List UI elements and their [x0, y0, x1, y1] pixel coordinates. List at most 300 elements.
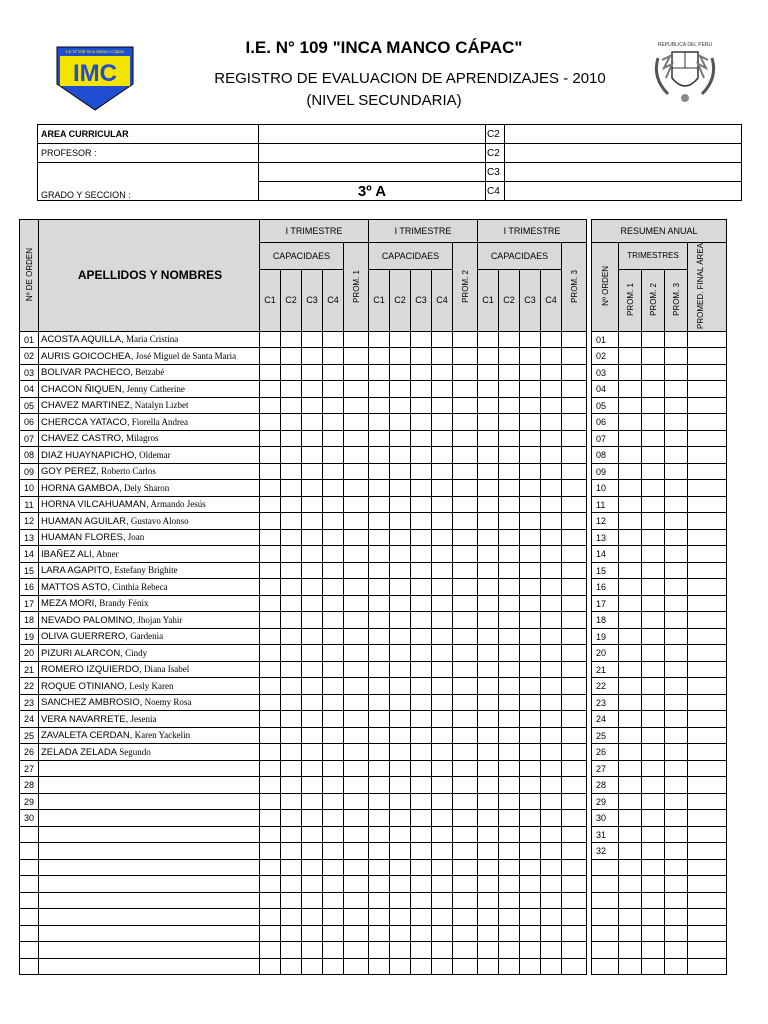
grade-cell[interactable] [520, 793, 541, 810]
grade-cell[interactable] [478, 331, 499, 348]
resumen-prom-cell[interactable] [665, 463, 688, 480]
grade-cell[interactable] [520, 760, 541, 777]
grade-cell[interactable] [390, 414, 411, 431]
grade-cell[interactable] [260, 694, 281, 711]
code-field[interactable] [505, 144, 742, 163]
grade-cell[interactable] [323, 414, 344, 431]
grade-cell[interactable] [541, 612, 562, 629]
grade-cell[interactable] [281, 694, 302, 711]
grade-cell[interactable] [323, 364, 344, 381]
resumen-prom-cell[interactable] [665, 876, 688, 893]
grade-cell[interactable] [478, 529, 499, 546]
grade-cell[interactable] [323, 381, 344, 398]
grade-cell[interactable] [432, 826, 453, 843]
grade-cell[interactable] [390, 348, 411, 365]
grade-cell[interactable] [411, 595, 432, 612]
prom-cell[interactable] [453, 430, 478, 447]
resumen-prom-cell[interactable] [619, 694, 642, 711]
grade-cell[interactable] [281, 958, 302, 975]
grade-cell[interactable] [411, 612, 432, 629]
prom-cell[interactable] [453, 727, 478, 744]
prom-cell[interactable] [562, 760, 587, 777]
grade-cell[interactable] [390, 447, 411, 464]
resumen-prom-cell[interactable] [619, 331, 642, 348]
prom-cell[interactable] [562, 694, 587, 711]
grade-cell[interactable] [499, 661, 520, 678]
grade-cell[interactable] [541, 958, 562, 975]
grade-cell[interactable] [411, 529, 432, 546]
prom-cell[interactable] [344, 463, 369, 480]
grade-cell[interactable] [432, 546, 453, 563]
grade-cell[interactable] [281, 381, 302, 398]
grade-cell[interactable] [541, 595, 562, 612]
prom-cell[interactable] [453, 843, 478, 860]
grade-cell[interactable] [281, 447, 302, 464]
resumen-prom-cell[interactable] [619, 777, 642, 794]
grade-cell[interactable] [411, 760, 432, 777]
resumen-prom-cell[interactable] [665, 744, 688, 761]
grade-cell[interactable] [302, 859, 323, 876]
resumen-prom-cell[interactable] [642, 942, 665, 959]
grade-cell[interactable] [323, 892, 344, 909]
resumen-prom-cell[interactable] [642, 760, 665, 777]
grade-cell[interactable] [281, 744, 302, 761]
prom-cell[interactable] [344, 876, 369, 893]
grade-cell[interactable] [478, 760, 499, 777]
grade-cell[interactable] [432, 628, 453, 645]
grade-cell[interactable] [478, 958, 499, 975]
prom-cell[interactable] [453, 348, 478, 365]
prom-cell[interactable] [562, 397, 587, 414]
grade-cell[interactable] [432, 909, 453, 926]
grade-cell[interactable] [390, 529, 411, 546]
grade-cell[interactable] [260, 546, 281, 563]
grade-cell[interactable] [499, 760, 520, 777]
grade-cell[interactable] [432, 381, 453, 398]
grade-cell[interactable] [323, 694, 344, 711]
grade-cell[interactable] [432, 711, 453, 728]
grade-cell[interactable] [478, 430, 499, 447]
resumen-prom-cell[interactable] [642, 612, 665, 629]
grade-cell[interactable] [369, 595, 390, 612]
resumen-prom-cell[interactable] [619, 529, 642, 546]
resumen-prom-cell[interactable] [665, 909, 688, 926]
grade-cell[interactable] [541, 760, 562, 777]
grade-cell[interactable] [260, 925, 281, 942]
grade-cell[interactable] [323, 744, 344, 761]
grade-cell[interactable] [432, 529, 453, 546]
grade-cell[interactable] [478, 694, 499, 711]
grade-cell[interactable] [260, 661, 281, 678]
grade-cell[interactable] [323, 810, 344, 827]
grade-cell[interactable] [260, 727, 281, 744]
prom-cell[interactable] [453, 628, 478, 645]
promedio-final-cell[interactable] [688, 562, 727, 579]
prom-cell[interactable] [453, 480, 478, 497]
grade-cell[interactable] [541, 711, 562, 728]
grade-cell[interactable] [281, 876, 302, 893]
promedio-final-cell[interactable] [688, 463, 727, 480]
grade-cell[interactable] [323, 859, 344, 876]
grade-cell[interactable] [369, 496, 390, 513]
prom-cell[interactable] [562, 513, 587, 530]
grade-cell[interactable] [432, 843, 453, 860]
promedio-final-cell[interactable] [688, 480, 727, 497]
grade-cell[interactable] [478, 678, 499, 695]
prom-cell[interactable] [344, 727, 369, 744]
grade-cell[interactable] [432, 562, 453, 579]
grade-cell[interactable] [541, 843, 562, 860]
resumen-prom-cell[interactable] [619, 447, 642, 464]
grade-cell[interactable] [260, 793, 281, 810]
prom-cell[interactable] [562, 777, 587, 794]
prom-cell[interactable] [562, 793, 587, 810]
grade-cell[interactable] [260, 331, 281, 348]
prom-cell[interactable] [453, 925, 478, 942]
grade-cell[interactable] [281, 793, 302, 810]
promedio-final-cell[interactable] [688, 595, 727, 612]
resumen-prom-cell[interactable] [665, 595, 688, 612]
grade-cell[interactable] [369, 628, 390, 645]
promedio-final-cell[interactable] [688, 612, 727, 629]
grade-cell[interactable] [499, 876, 520, 893]
resumen-prom-cell[interactable] [665, 364, 688, 381]
grade-cell[interactable] [302, 513, 323, 530]
grade-cell[interactable] [541, 810, 562, 827]
grade-cell[interactable] [520, 562, 541, 579]
prom-cell[interactable] [562, 331, 587, 348]
grade-cell[interactable] [302, 793, 323, 810]
resumen-prom-cell[interactable] [665, 892, 688, 909]
grade-cell[interactable] [260, 496, 281, 513]
grade-cell[interactable] [369, 909, 390, 926]
grade-cell[interactable] [541, 414, 562, 431]
grade-cell[interactable] [411, 793, 432, 810]
grade-cell[interactable] [281, 463, 302, 480]
promedio-final-cell[interactable] [688, 513, 727, 530]
grade-cell[interactable] [369, 925, 390, 942]
grade-cell[interactable] [520, 859, 541, 876]
grade-cell[interactable] [302, 546, 323, 563]
resumen-prom-cell[interactable] [642, 859, 665, 876]
prom-cell[interactable] [453, 414, 478, 431]
grade-cell[interactable] [432, 414, 453, 431]
prom-cell[interactable] [562, 364, 587, 381]
grade-cell[interactable] [323, 430, 344, 447]
resumen-prom-cell[interactable] [619, 364, 642, 381]
prom-cell[interactable] [453, 744, 478, 761]
prom-cell[interactable] [453, 909, 478, 926]
grade-cell[interactable] [390, 513, 411, 530]
prom-cell[interactable] [344, 430, 369, 447]
grade-cell[interactable] [541, 480, 562, 497]
resumen-prom-cell[interactable] [665, 381, 688, 398]
grade-cell[interactable] [323, 397, 344, 414]
grade-cell[interactable] [520, 661, 541, 678]
resumen-prom-cell[interactable] [665, 694, 688, 711]
grade-cell[interactable] [411, 777, 432, 794]
prom-cell[interactable] [453, 678, 478, 695]
grade-cell[interactable] [478, 447, 499, 464]
prom-cell[interactable] [562, 562, 587, 579]
grade-cell[interactable] [323, 711, 344, 728]
grade-cell[interactable] [541, 859, 562, 876]
grade-cell[interactable] [432, 595, 453, 612]
grade-cell[interactable] [369, 711, 390, 728]
resumen-prom-cell[interactable] [619, 579, 642, 596]
grade-cell[interactable] [390, 810, 411, 827]
grade-cell[interactable] [478, 645, 499, 662]
resumen-prom-cell[interactable] [665, 760, 688, 777]
promedio-final-cell[interactable] [688, 892, 727, 909]
grade-cell[interactable] [302, 414, 323, 431]
grade-cell[interactable] [369, 793, 390, 810]
grade-cell[interactable] [369, 381, 390, 398]
grade-cell[interactable] [432, 777, 453, 794]
grade-cell[interactable] [520, 612, 541, 629]
grade-cell[interactable] [499, 414, 520, 431]
grade-cell[interactable] [281, 760, 302, 777]
prom-cell[interactable] [453, 364, 478, 381]
grade-cell[interactable] [432, 364, 453, 381]
resumen-prom-cell[interactable] [619, 414, 642, 431]
resumen-prom-cell[interactable] [665, 397, 688, 414]
grade-cell[interactable] [323, 645, 344, 662]
grade-cell[interactable] [302, 579, 323, 596]
grade-cell[interactable] [260, 595, 281, 612]
resumen-prom-cell[interactable] [642, 826, 665, 843]
grade-cell[interactable] [520, 463, 541, 480]
grade-cell[interactable] [390, 331, 411, 348]
prom-cell[interactable] [344, 958, 369, 975]
grade-cell[interactable] [390, 744, 411, 761]
grade-cell[interactable] [390, 678, 411, 695]
grade-cell[interactable] [520, 381, 541, 398]
profesor-field[interactable] [259, 144, 486, 163]
grade-cell[interactable] [411, 447, 432, 464]
promedio-final-cell[interactable] [688, 909, 727, 926]
resumen-prom-cell[interactable] [642, 876, 665, 893]
prom-cell[interactable] [344, 744, 369, 761]
grade-cell[interactable] [323, 876, 344, 893]
grade-cell[interactable] [260, 430, 281, 447]
resumen-prom-cell[interactable] [642, 595, 665, 612]
prom-cell[interactable] [562, 645, 587, 662]
grade-cell[interactable] [260, 579, 281, 596]
grade-cell[interactable] [369, 546, 390, 563]
grade-cell[interactable] [541, 579, 562, 596]
grade-cell[interactable] [520, 364, 541, 381]
grade-cell[interactable] [520, 579, 541, 596]
grade-cell[interactable] [302, 843, 323, 860]
grade-cell[interactable] [520, 678, 541, 695]
grade-cell[interactable] [281, 430, 302, 447]
resumen-prom-cell[interactable] [619, 942, 642, 959]
promedio-final-cell[interactable] [688, 793, 727, 810]
grade-cell[interactable] [499, 430, 520, 447]
grade-cell[interactable] [411, 810, 432, 827]
grade-cell[interactable] [478, 661, 499, 678]
grade-cell[interactable] [541, 562, 562, 579]
grade-cell[interactable] [432, 463, 453, 480]
prom-cell[interactable] [344, 859, 369, 876]
prom-cell[interactable] [453, 595, 478, 612]
promedio-final-cell[interactable] [688, 694, 727, 711]
promedio-final-cell[interactable] [688, 364, 727, 381]
grade-cell[interactable] [260, 480, 281, 497]
prom-cell[interactable] [562, 942, 587, 959]
grade-cell[interactable] [520, 430, 541, 447]
grade-cell[interactable] [541, 876, 562, 893]
grade-cell[interactable] [432, 348, 453, 365]
resumen-prom-cell[interactable] [619, 397, 642, 414]
prom-cell[interactable] [344, 826, 369, 843]
grade-cell[interactable] [520, 810, 541, 827]
grade-cell[interactable] [302, 645, 323, 662]
grade-cell[interactable] [302, 628, 323, 645]
grade-cell[interactable] [390, 843, 411, 860]
grade-cell[interactable] [411, 562, 432, 579]
grade-cell[interactable] [369, 562, 390, 579]
resumen-prom-cell[interactable] [665, 645, 688, 662]
grade-cell[interactable] [541, 678, 562, 695]
grade-cell[interactable] [411, 694, 432, 711]
promedio-final-cell[interactable] [688, 826, 727, 843]
resumen-prom-cell[interactable] [619, 826, 642, 843]
resumen-prom-cell[interactable] [665, 826, 688, 843]
grade-cell[interactable] [323, 661, 344, 678]
grade-cell[interactable] [478, 777, 499, 794]
grade-cell[interactable] [411, 876, 432, 893]
grade-cell[interactable] [499, 496, 520, 513]
grade-cell[interactable] [478, 727, 499, 744]
resumen-prom-cell[interactable] [642, 364, 665, 381]
resumen-prom-cell[interactable] [665, 579, 688, 596]
grade-cell[interactable] [302, 348, 323, 365]
grade-cell[interactable] [520, 826, 541, 843]
grade-cell[interactable] [432, 892, 453, 909]
grade-cell[interactable] [390, 364, 411, 381]
promedio-final-cell[interactable] [688, 760, 727, 777]
grade-cell[interactable] [499, 612, 520, 629]
grade-cell[interactable] [369, 364, 390, 381]
grade-cell[interactable] [281, 711, 302, 728]
prom-cell[interactable] [344, 909, 369, 926]
grade-cell[interactable] [260, 678, 281, 695]
grade-cell[interactable] [478, 397, 499, 414]
grade-cell[interactable] [520, 645, 541, 662]
resumen-prom-cell[interactable] [619, 612, 642, 629]
grade-cell[interactable] [302, 661, 323, 678]
resumen-prom-cell[interactable] [619, 595, 642, 612]
grade-cell[interactable] [499, 892, 520, 909]
grade-cell[interactable] [323, 595, 344, 612]
grade-cell[interactable] [541, 430, 562, 447]
prom-cell[interactable] [344, 348, 369, 365]
grade-cell[interactable] [411, 727, 432, 744]
resumen-prom-cell[interactable] [642, 694, 665, 711]
grade-cell[interactable] [541, 925, 562, 942]
resumen-prom-cell[interactable] [619, 876, 642, 893]
promedio-final-cell[interactable] [688, 579, 727, 596]
prom-cell[interactable] [453, 579, 478, 596]
prom-cell[interactable] [453, 810, 478, 827]
resumen-prom-cell[interactable] [619, 562, 642, 579]
grade-cell[interactable] [499, 826, 520, 843]
grade-cell[interactable] [541, 826, 562, 843]
grade-cell[interactable] [520, 397, 541, 414]
resumen-prom-cell[interactable] [619, 843, 642, 860]
grade-cell[interactable] [499, 958, 520, 975]
grade-cell[interactable] [478, 579, 499, 596]
prom-cell[interactable] [344, 645, 369, 662]
grade-cell[interactable] [541, 513, 562, 530]
grade-cell[interactable] [369, 579, 390, 596]
prom-cell[interactable] [344, 942, 369, 959]
grade-cell[interactable] [390, 777, 411, 794]
grade-cell[interactable] [499, 579, 520, 596]
grade-cell[interactable] [478, 595, 499, 612]
grade-cell[interactable] [369, 727, 390, 744]
promedio-final-cell[interactable] [688, 711, 727, 728]
promedio-final-cell[interactable] [688, 546, 727, 563]
grade-cell[interactable] [323, 843, 344, 860]
grade-cell[interactable] [478, 892, 499, 909]
grade-cell[interactable] [302, 447, 323, 464]
grade-cell[interactable] [369, 661, 390, 678]
grade-cell[interactable] [281, 909, 302, 926]
resumen-prom-cell[interactable] [642, 744, 665, 761]
grade-cell[interactable] [478, 793, 499, 810]
resumen-prom-cell[interactable] [642, 711, 665, 728]
resumen-prom-cell[interactable] [642, 958, 665, 975]
grade-cell[interactable] [411, 546, 432, 563]
prom-cell[interactable] [344, 711, 369, 728]
prom-cell[interactable] [562, 595, 587, 612]
prom-cell[interactable] [562, 546, 587, 563]
grade-cell[interactable] [390, 628, 411, 645]
resumen-prom-cell[interactable] [619, 645, 642, 662]
prom-cell[interactable] [562, 711, 587, 728]
grade-cell[interactable] [260, 843, 281, 860]
grade-cell[interactable] [323, 480, 344, 497]
grade-cell[interactable] [432, 727, 453, 744]
grade-cell[interactable] [260, 909, 281, 926]
grade-cell[interactable] [302, 678, 323, 695]
grade-cell[interactable] [323, 958, 344, 975]
grade-cell[interactable] [260, 348, 281, 365]
grade-cell[interactable] [281, 414, 302, 431]
grade-cell[interactable] [369, 678, 390, 695]
prom-cell[interactable] [453, 711, 478, 728]
grade-cell[interactable] [260, 364, 281, 381]
grade-cell[interactable] [281, 843, 302, 860]
grade-cell[interactable] [520, 628, 541, 645]
grade-cell[interactable] [478, 942, 499, 959]
grade-cell[interactable] [499, 727, 520, 744]
grade-cell[interactable] [369, 744, 390, 761]
grade-cell[interactable] [411, 645, 432, 662]
resumen-prom-cell[interactable] [665, 447, 688, 464]
grade-cell[interactable] [411, 348, 432, 365]
resumen-prom-cell[interactable] [619, 513, 642, 530]
grade-cell[interactable] [323, 793, 344, 810]
grade-cell[interactable] [432, 760, 453, 777]
grade-cell[interactable] [369, 414, 390, 431]
resumen-prom-cell[interactable] [665, 546, 688, 563]
grade-cell[interactable] [478, 876, 499, 893]
grade-cell[interactable] [499, 859, 520, 876]
